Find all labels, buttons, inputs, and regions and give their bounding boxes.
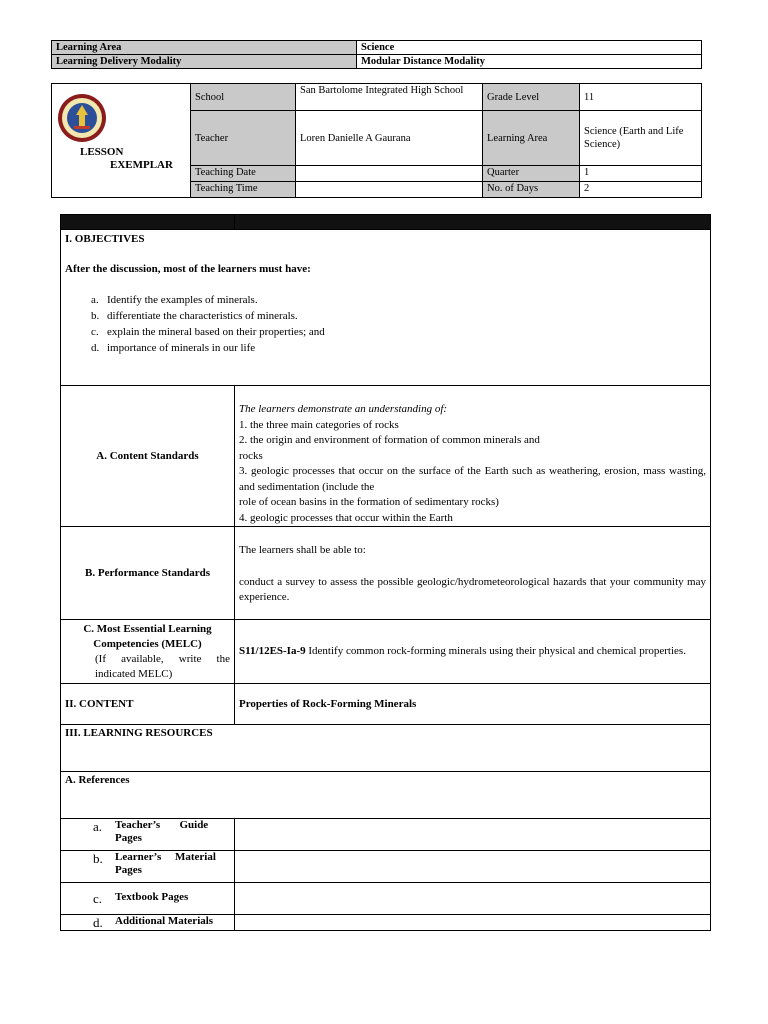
melc-label: Competencies (MELC): [93, 638, 202, 650]
school-label: School: [191, 84, 296, 111]
learning-area-value: Science: [357, 41, 702, 55]
list-item: c. explain the mineral based on their properties; and: [91, 326, 325, 338]
content-standards-line: 4. geologic processes that occur within the Earth: [239, 511, 453, 524]
list-item: a. Identify the examples of minerals.: [91, 294, 258, 306]
resource-row-label: c. Textbook Pages: [61, 883, 235, 915]
content-standards-cell: [235, 386, 711, 527]
resource-row-label: a. Teacher’s Guide Pages: [61, 819, 235, 851]
teacher-label: Teacher: [191, 111, 296, 166]
table-header-bar: [61, 215, 711, 230]
performance-standards-text: conduct a survey to assess the possible geologic/hydrometeorological hazards that your community may experience.: [239, 575, 706, 603]
grade-label: Grade Level: [483, 84, 580, 111]
performance-standards-cell: [235, 527, 711, 620]
content-standards-line: rocks: [239, 449, 263, 462]
content-standards-intro: The learners demonstrate an understanding of:: [239, 403, 448, 415]
melc-note: (If available, write the indicated MELC): [95, 653, 230, 680]
melc-code: S11/12ES-Ia-9: [239, 644, 306, 657]
time-label: Teaching Time: [191, 182, 296, 198]
performance-standards-label: B. Performance Standards: [61, 527, 235, 620]
resource-row-label: b. Learner’s Material Pages: [61, 851, 235, 883]
date-label: Teaching Date: [191, 166, 296, 182]
content-standards-line: 2. the origin and environment of formation of common minerals and: [239, 434, 540, 446]
school-seal-icon: [57, 93, 107, 143]
content-standards-line: role of ocean basins in the formation of sedimentary rocks): [239, 496, 499, 508]
list-item: b. differentiate the characteristics of minerals.: [91, 310, 298, 322]
delivery-modality-label: Learning Delivery Modality: [52, 55, 357, 69]
melc-cell: [235, 620, 711, 684]
quarter-label: Quarter: [483, 166, 580, 182]
days-label: No. of Days: [483, 182, 580, 198]
content-standards-line: 1. the three main categories of rocks: [239, 418, 399, 431]
content-standards-label: A. Content Standards: [61, 386, 235, 527]
objectives-heading: I. OBJECTIVES: [65, 233, 145, 245]
resource-row-value: [235, 883, 711, 915]
objectives-list: [65, 292, 706, 356]
teacher-value: Loren Danielle A Gaurana: [296, 111, 483, 166]
melc-label-cell: [61, 620, 235, 684]
date-value: [296, 166, 483, 182]
days-value: 2: [580, 182, 702, 198]
objectives-intro: After the discussion, most of the learners must have:: [65, 263, 311, 275]
grade-value: 11: [580, 84, 702, 111]
content-label: II. CONTENT: [61, 684, 235, 725]
time-value: [296, 182, 483, 198]
melc-label: C. Most Essential Learning: [83, 623, 212, 635]
quarter-value: 1: [580, 166, 702, 182]
info-table: [190, 83, 702, 198]
lesson-caption-line1: LESSON: [80, 146, 124, 158]
content-standards-line: 3. geologic processes that occur on the surface of the Earth such as weathering, erosion, mass wasting, and sedimentation (include the: [239, 465, 706, 493]
resource-row-value: [235, 851, 711, 883]
resources-heading: III. LEARNING RESOURCES: [61, 725, 711, 772]
content-value: Properties of Rock-Forming Minerals: [235, 684, 711, 725]
references-heading: A. References: [61, 772, 711, 819]
performance-standards-intro: The learners shall be able to:: [239, 544, 366, 556]
objectives-cell: [61, 230, 711, 386]
resource-row-value: [235, 915, 711, 931]
school-value: San Bartolome Integrated High School: [296, 84, 483, 111]
area-label: Learning Area: [483, 111, 580, 166]
header-table: [51, 40, 702, 69]
learning-area-label: Learning Area: [52, 41, 357, 55]
area-value: Science (Earth and Life Science): [580, 111, 702, 166]
resource-row-value: [235, 819, 711, 851]
lesson-table: [60, 214, 711, 931]
lesson-caption-line2: EXEMPLAR: [110, 159, 173, 171]
list-item: d. importance of minerals in our life: [91, 342, 256, 354]
resource-row-label: d. Additional Materials: [61, 915, 235, 931]
delivery-modality-value: Modular Distance Modality: [357, 55, 702, 69]
melc-text: Identify common rock-forming minerals using their physical and chemical properties.: [305, 644, 686, 657]
